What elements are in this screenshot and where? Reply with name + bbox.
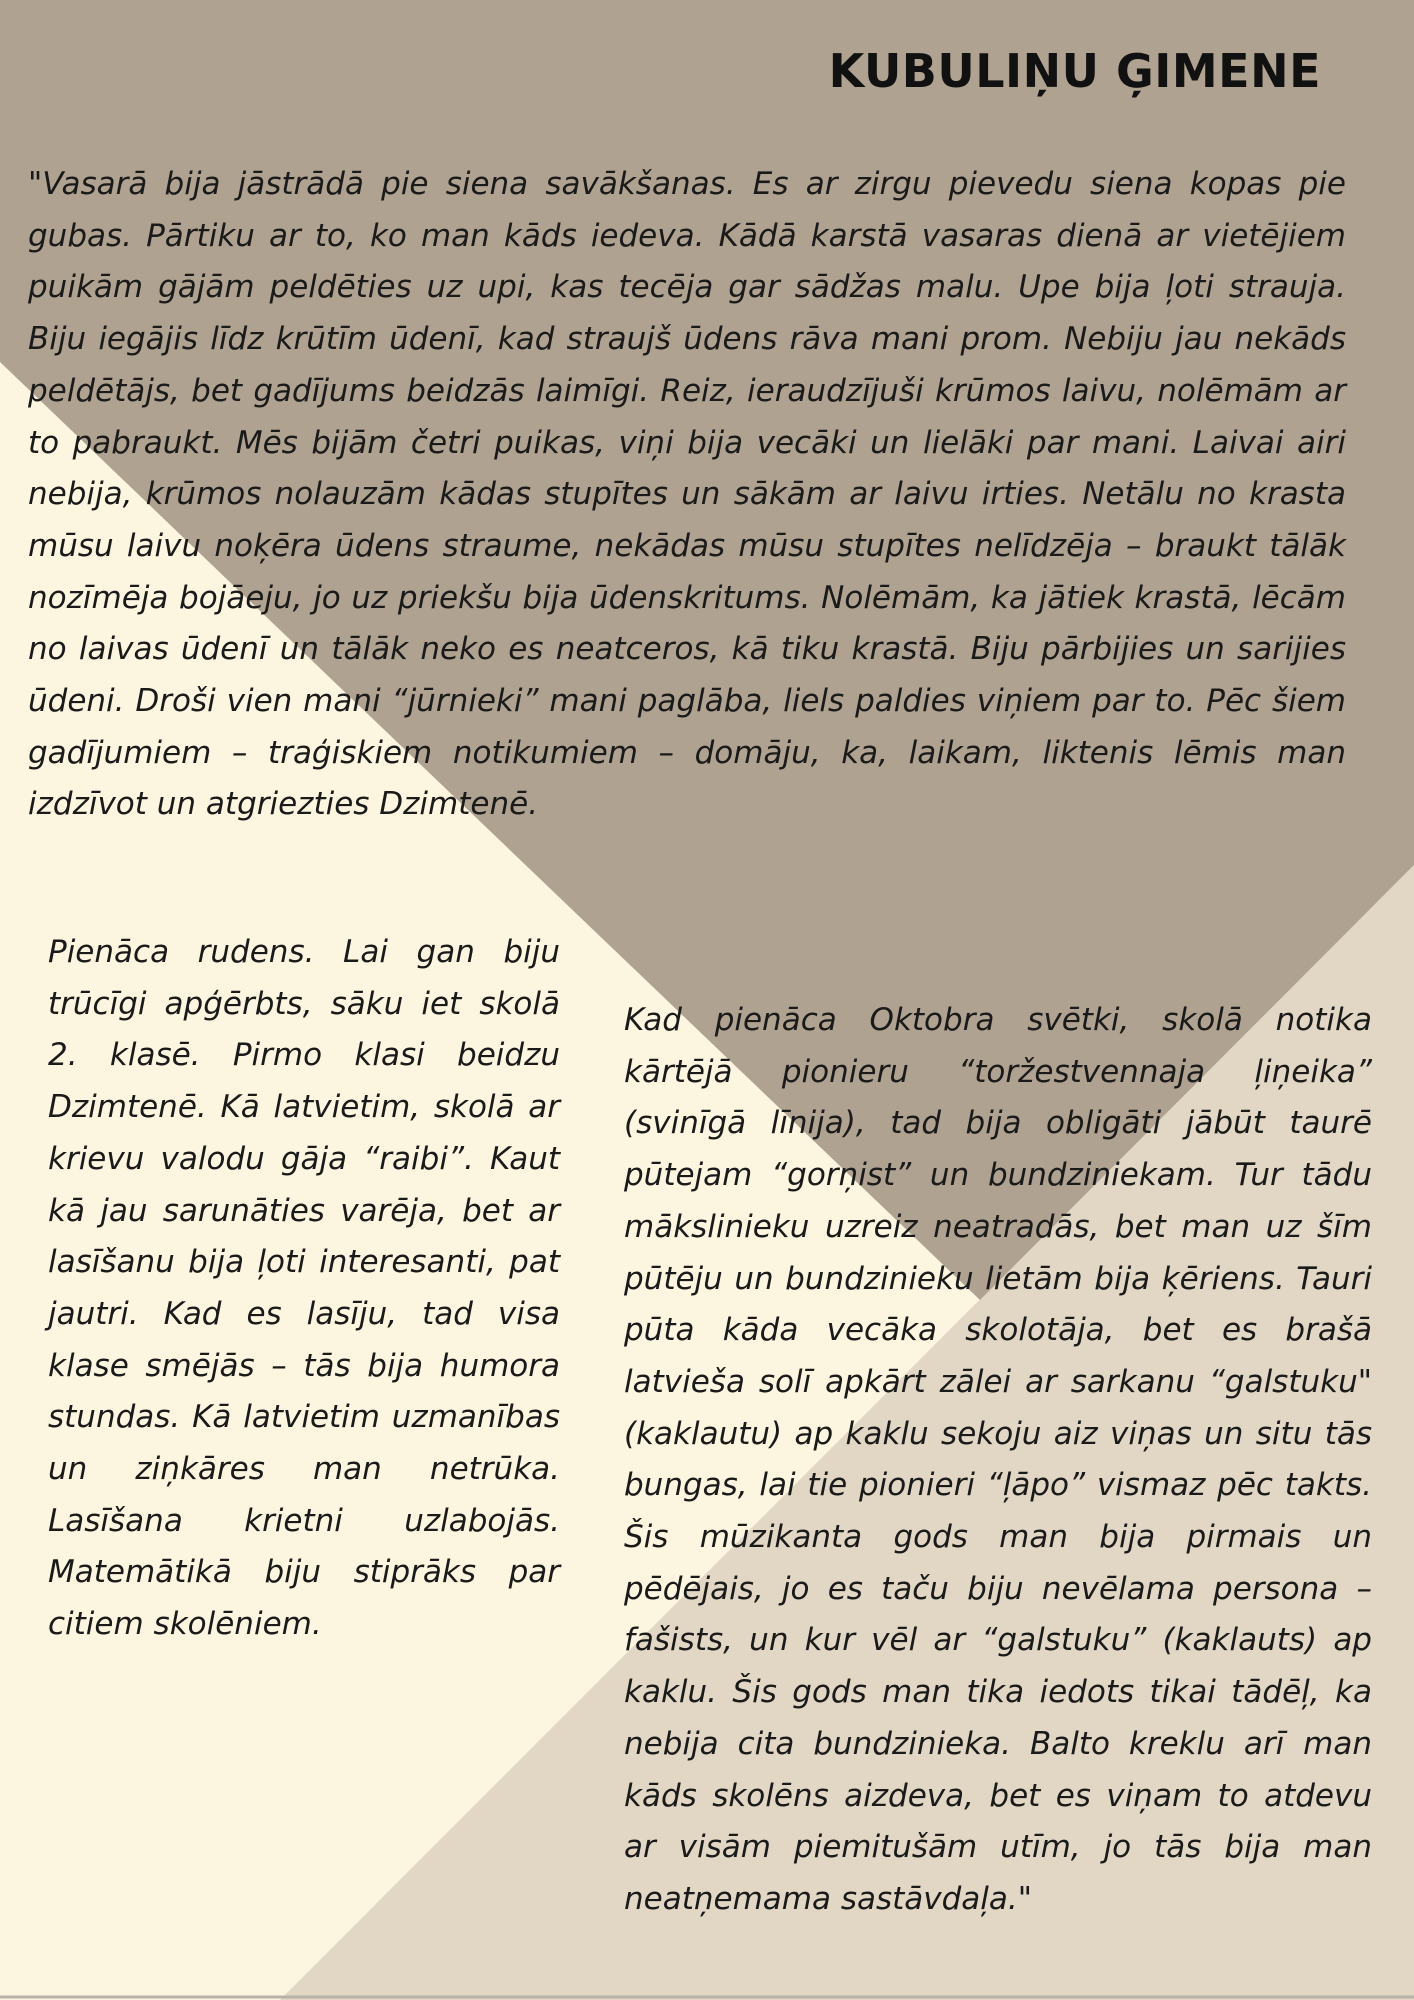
right-column-paragraph: Kad pienāca Oktobra svētki, skolā notika kārtējā pionieru “toržestvennaja ļiņeika” (svinīgā līnija), tad bija obligāti jābūt taurē pūtejam “gorņist” un bundziniekam. Tur tādu mākslinieku uzreiz neatradās, bet man uz šīm pūtēju un bundzinieku lietām bija ķēriens. Tauri pūta kāda vecāka skolotāja, bet es brašā latvieša solī apkārt zālei ar sarkanu “galstuku" (kaklautu) ap kaklu sekoju aiz viņas un situ tās bungas, lai tie pionieri “ļāpo” vismaz pēc takts. Šis mūzikanta gods man bija pirmais un pēdējais, jo es taču biju nevēlama persona – fašists, un kur vēl ar “galstuku” (kaklauts) ap kaklu. Šis gods man tika iedots tikai tādēļ, ka nebija cita bundzinieka. Balto kreklu arī man kāds skolēns aizdeva, bet es viņam to atdevu ar visām piemitušām utīm, jo tās bija man neatņemama sastāvdaļa." xyxy=(624,1002,1372,1917)
left-column-paragraph: Pienāca rudens. Lai gan biju trūcīgi apģērbts, sāku iet skolā 2. klasē. Pirmo klasi beidzu Dzimtenē. Kā latvietim, skolā ar krievu valodu gāja “raibi”. Kaut kā jau sarunāties varēja, bet ar lasīšanu bija ļoti interesanti, pat jautri. Kad es lasīju, tad visa klase smējās – tās bija humora stundas. Kā latvietim uzmanības un ziņkāres man netrūka. Lasīšana krietni uzlabojās. Matemātikā biju stiprāks par citiem skolēniem. xyxy=(48,934,560,1643)
intro-paragraph: "Vasarā bija jāstrādā pie siena savākšanas. Es ar zirgu pievedu siena kopas pie gubas. Pārtiku ar to, ko man kāds iedeva. Kādā karstā vasaras dienā ar vietējiem puikām gājām peldēties uz upi, kas tecēja gar sādžas malu. Upe bija ļoti strauja. Biju iegājis līdz krūtīm ūdenī, kad straujš ūdens rāva mani prom. Nebiju jau nekāds peldētājs, bet gadījums beidzās laimīgi. Reiz, ieraudzījuši krūmos laivu, nolēmām ar to pabraukt. Mēs bijām četri puikas, viņi bija vecāki un lielāki par mani. Laivai airi nebija, krūmos nolauzām kādas stupītes un sākām ar laivu irties. Netālu no krasta mūsu laivu noķēra ūdens straume, nekādas mūsu stupītes nelīdzēja – braukt tālāk nozīmēja bojāeju, jo uz priekšu bija ūdenskritums. Nolēmām, ka jātiek krastā, lēcām no laivas ūdenī un tālāk neko es neatceros, kā tiku krastā. Biju pārbijies un sarijies ūdeni. Droši vien mani “jūrnieki” mani paglāba, liels paldies viņiem par to. Pēc šiem gadījumiem – traģiskiem notikumiem – domāju, ka, laikam, liktenis lēmis man izdzīvot un atgriezties Dzimtenē. xyxy=(28,166,1346,823)
page-title: KUBULIŅU ĢIMENE xyxy=(828,44,1321,98)
